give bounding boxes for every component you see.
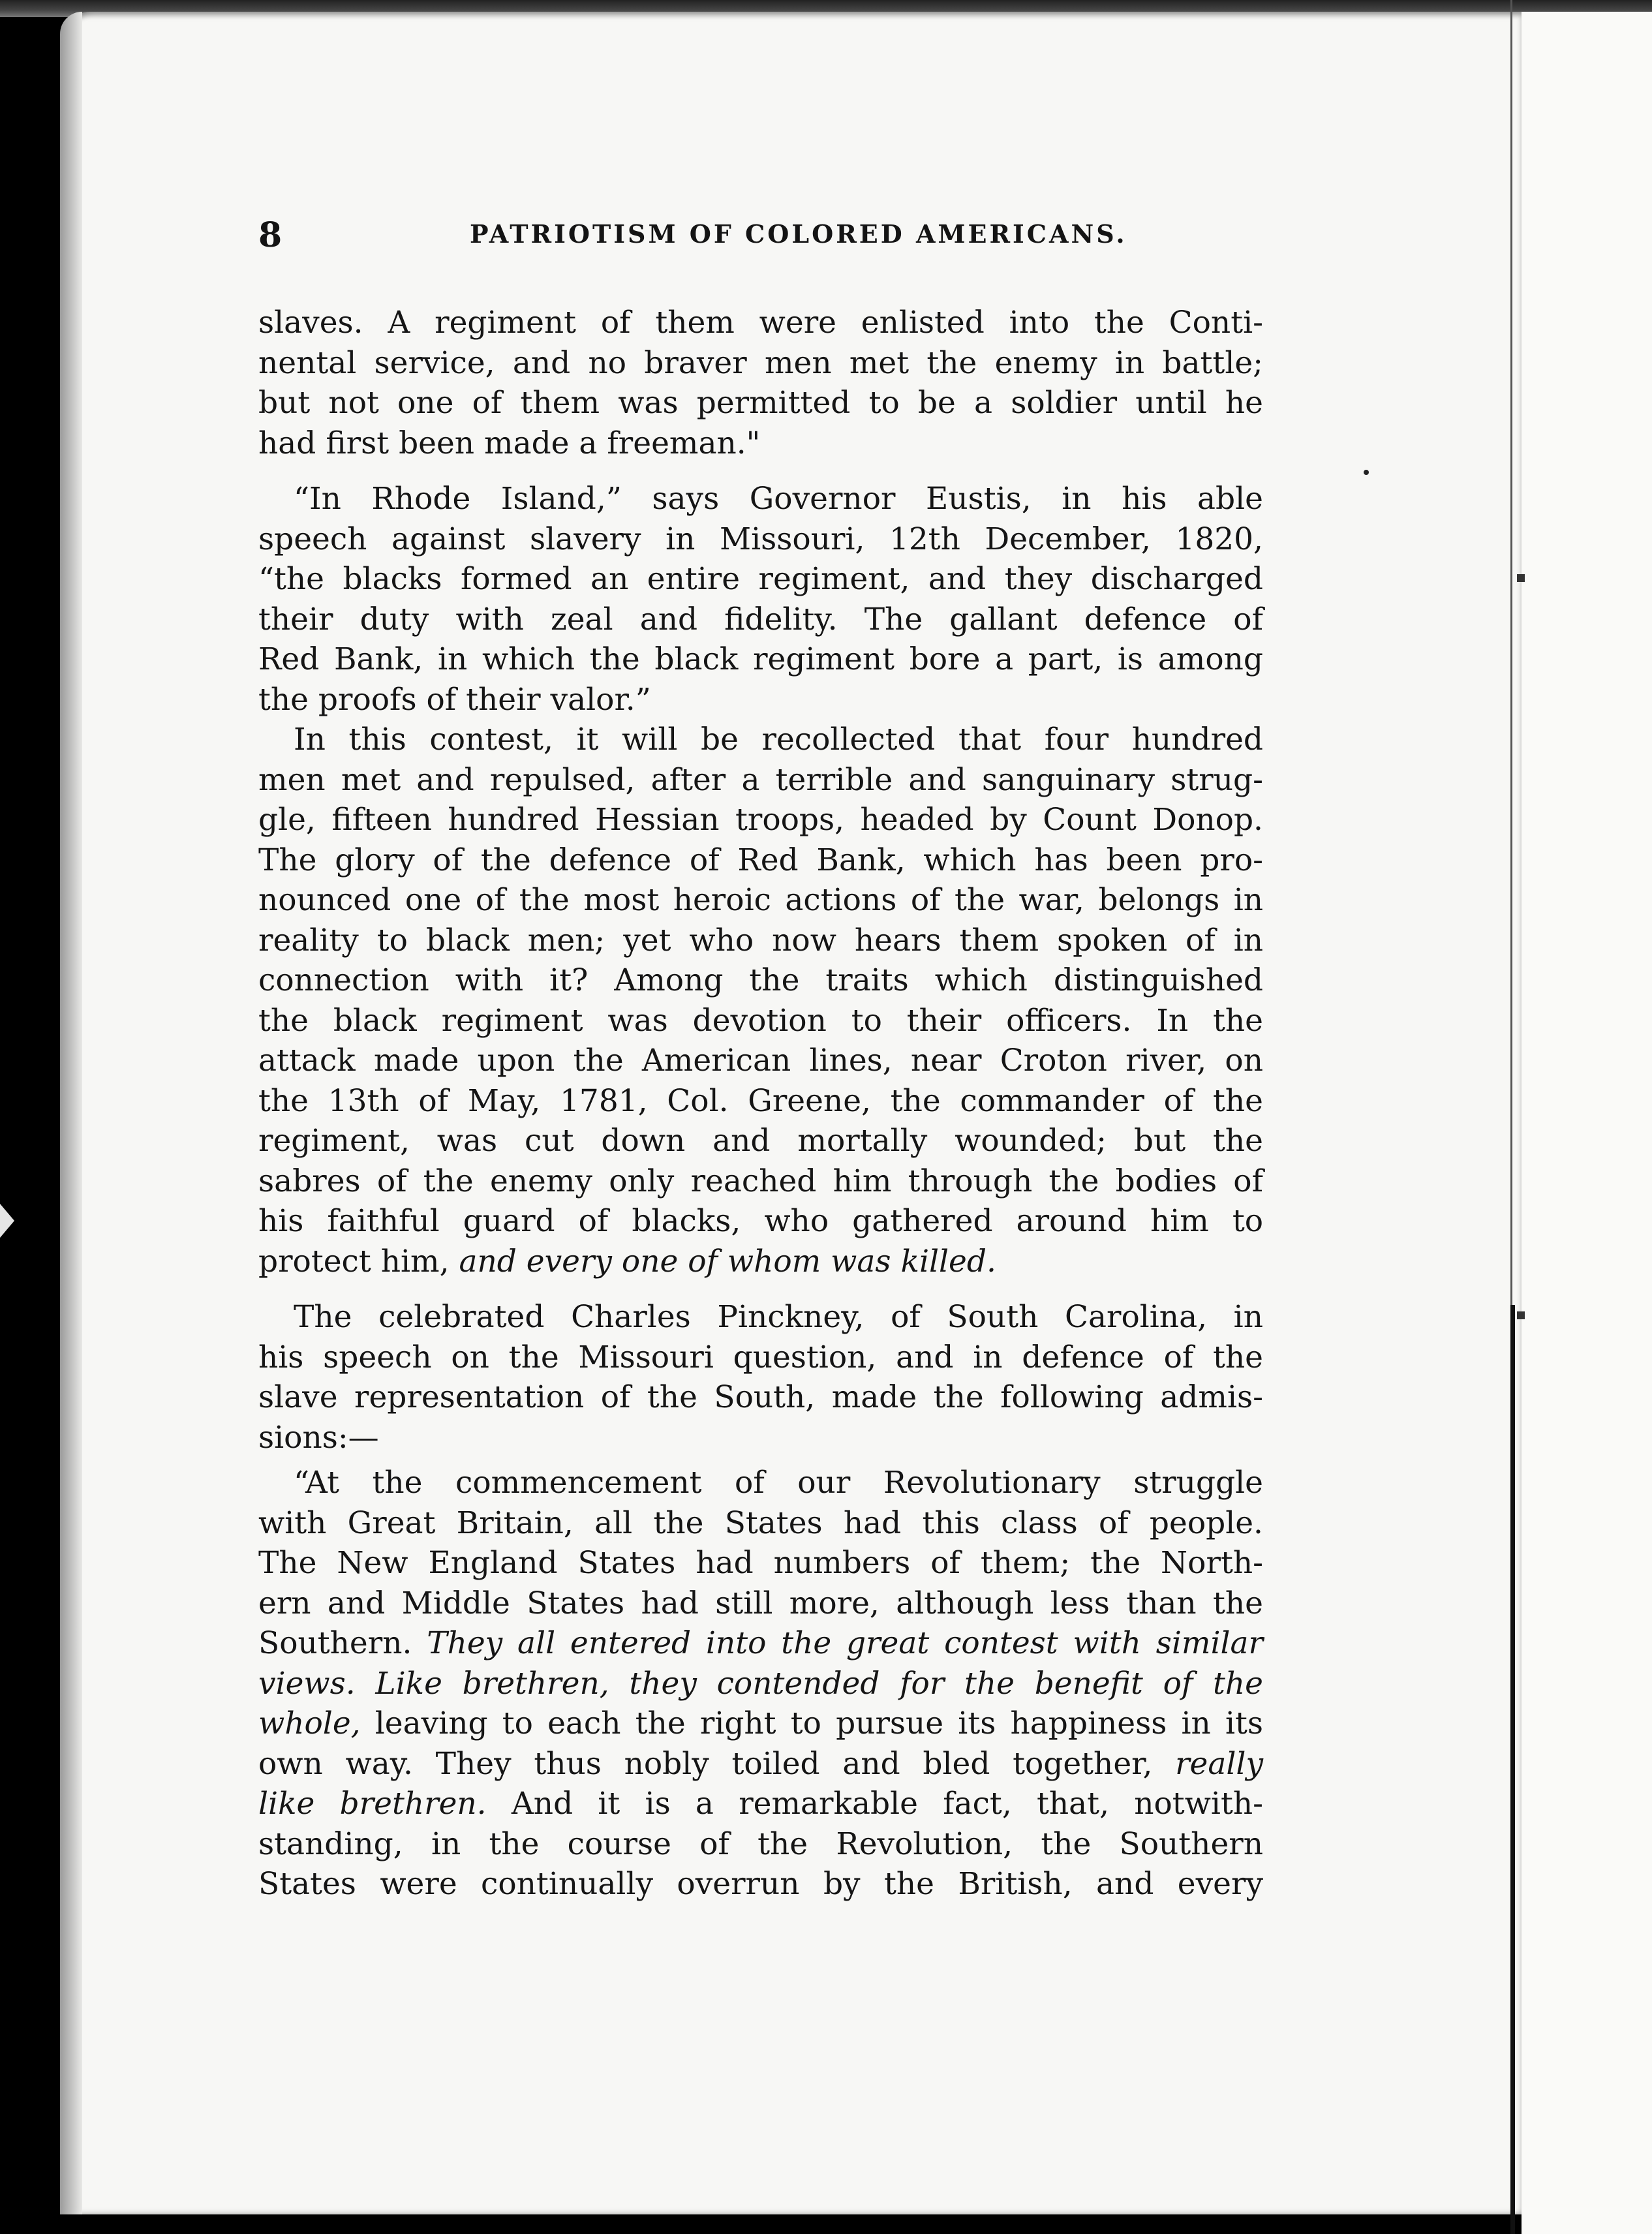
italic-text-run: views. Like brethren, they contended for the benefit of the (258, 1665, 1263, 1702)
text-line: The celebrated Charles Pinckney, of South Carolina, in (294, 1299, 1263, 1335)
text-line: regiment, was cut down and mortally wounded; but the (258, 1123, 1263, 1159)
page-gutter-line (1510, 0, 1512, 1305)
text-line: connection with it? Among the traits which distinguished (258, 962, 1263, 998)
text-line: States were continually overrun by the British, and every (258, 1866, 1263, 1902)
text-line: The glory of the defence of Red Bank, which has been pro- (258, 842, 1263, 878)
text-run: own way. They thus nobly toiled and bled together, (258, 1745, 1176, 1782)
text-line: speech against slavery in Missouri, 12th December, 1820, (258, 521, 1263, 557)
page-number: 8 (258, 215, 283, 255)
text-line: men met and repulsed, after a terrible and sanguinary strug- (258, 761, 1263, 798)
ink-dot (1364, 470, 1369, 475)
strip-mark (1517, 1311, 1525, 1319)
body-text (258, 303, 1263, 1905)
text-line (258, 1784, 1263, 1824)
text-line: had first been made a freeman." (258, 425, 761, 461)
text-line: Red Bank, in which the black regiment bore a part, is among (258, 641, 1263, 677)
text-line: nounced one of the most heroic actions of the war, belongs in (258, 882, 1263, 918)
text-line (258, 1704, 1263, 1744)
text-line: slave representation of the South, made the following admis- (258, 1379, 1263, 1415)
page-edge (60, 12, 82, 2214)
text-line: the 13th of May, 1781, Col. Greene, the commander of the (258, 1082, 1263, 1119)
page-gutter-shadow (1510, 1305, 1515, 2234)
text-line: reality to black men; yet who now hears them spoken of in (258, 922, 1263, 958)
text-line: attack made upon the American lines, near Croton river, on (258, 1043, 1263, 1079)
text-line: “the blacks formed an entire regiment, and they discharged (258, 561, 1263, 597)
text-run: And it is a remarkable fact, that, notwith- (486, 1786, 1263, 1822)
next-page-strip (1522, 12, 1652, 2234)
italic-text-run: and every one of whom was killed. (459, 1243, 996, 1279)
text-line: with Great Britain, all the States had this class of people. (258, 1505, 1263, 1541)
text-line: sabres of the enemy only reached him through the bodies of (258, 1163, 1263, 1199)
text-line: the proofs of their valor.” (258, 681, 651, 718)
strip-mark (1517, 574, 1525, 582)
text-line: ern and Middle States had still more, although less than the (258, 1585, 1263, 1621)
text-line: gle, fifteen hundred Hessian troops, headed by Count Donop. (258, 802, 1263, 838)
italic-text-run: whole, (258, 1706, 361, 1741)
text-line: the black regiment was devotion to their officers. In the (258, 1002, 1263, 1039)
text-run: leaving to each the right to pursue its happiness in its (360, 1706, 1263, 1741)
text-line: standing, in the course of the Revolution, the Southern (258, 1826, 1263, 1862)
italic-text-run: really (1175, 1745, 1263, 1782)
text-line: “At the commencement of our Revolutionary struggle (294, 1465, 1263, 1501)
running-title: PATRIOTISM OF COLORED AMERICANS. (470, 219, 1127, 249)
text-run: protect him, (258, 1243, 459, 1279)
text-run: Southern. (258, 1625, 427, 1661)
text-line (258, 1242, 1263, 1282)
text-line: In this contest, it will be recollected that four hundred (294, 722, 1263, 757)
italic-text-run: They all entered into the great contest with similar (427, 1625, 1263, 1661)
text-line (258, 1623, 1263, 1664)
text-line: his faithful guard of blacks, who gathered around him to (258, 1203, 1263, 1239)
text-line: their duty with zeal and fidelity. The gallant defence of (258, 601, 1263, 637)
text-line: nental service, and no braver men met the enemy in battle; (258, 344, 1263, 381)
text-line (258, 1744, 1263, 1784)
text-line: “In Rhode Island,” says Governor Eustis, in his able (294, 481, 1263, 517)
text-line: sions:— (258, 1419, 379, 1456)
text-line: The New England States had numbers of them; the North- (258, 1545, 1263, 1581)
text-line: but not one of them was permitted to be a soldier until he (258, 385, 1263, 421)
italic-text-run: like brethren. (258, 1786, 487, 1822)
scan-tab (0, 1204, 14, 1238)
text-line: his speech on the Missouri question, and in defence of the (258, 1339, 1263, 1375)
text-line: slaves. A regiment of them were enlisted into the Conti- (258, 305, 1263, 341)
text-line (258, 1664, 1263, 1704)
